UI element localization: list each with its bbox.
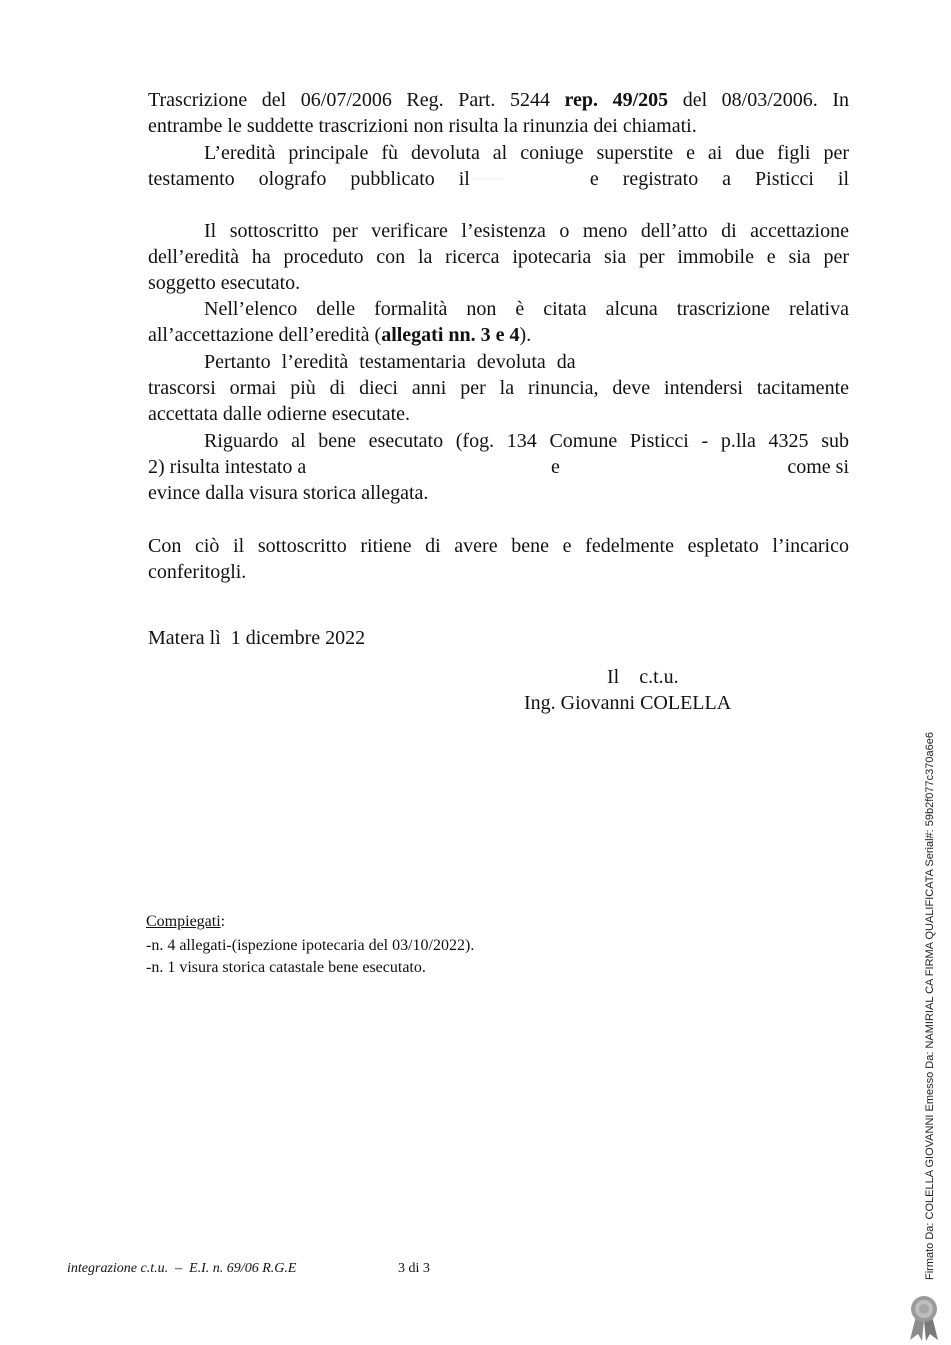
body-line: L’eredità principale fù devoluta al coniuge superstite e ai due figli per [204, 142, 849, 164]
compiegati-heading: Compiegati [146, 913, 221, 930]
body-text: testamento olografo pubblicato il [148, 168, 470, 190]
body-line [148, 454, 849, 480]
compiegati-heading-line [146, 912, 225, 932]
body-line: conferitogli. [148, 561, 247, 583]
body-line: Il sottoscritto per verificare l’esistenza o meno dell’atto di accettazione [204, 220, 849, 242]
body-text: Trascrizione del 06/07/2006 Reg. Part. 5244 [148, 89, 565, 111]
body-text: e registrato a Pisticci il [589, 168, 849, 190]
footer-doc-ref: integrazione c.t.u. – E.I. n. 69/06 R.G.E [67, 1261, 297, 1276]
body-text: come si [787, 456, 849, 478]
body-line: dell’eredità ha proceduto con la ricerca ipotecaria sia per immobile e sia per [148, 246, 849, 268]
repertorio-reference: rep. 49/205 [564, 89, 669, 111]
body-line [148, 322, 849, 348]
body-line: Nell’elenco delle formalità non è citata alcuna trascrizione relativa [204, 298, 849, 320]
body-text: ). [519, 324, 532, 346]
body-line: entrambe le suddette trascrizioni non risulta la rinunzia dei chiamati. [148, 115, 697, 137]
body-text: 2) risulta intestato a [148, 456, 307, 478]
body-line: soggetto esecutato. [148, 272, 301, 294]
body-line: Pertanto l’eredità testamentaria devoluta da [204, 351, 576, 373]
compiegati-colon: : [220, 913, 226, 930]
body-text: all’accettazione dell’eredità ( [148, 324, 382, 346]
body-line: trascorsi ormai più di dieci anni per la rinuncia, deve intendersi tacitamente [148, 377, 849, 399]
body-line [148, 87, 849, 113]
date-line: Matera lì 1 dicembre 2022 [148, 627, 366, 649]
body-line: accettata dalle odierne esecutate. [148, 403, 411, 425]
body-text: del 08/03/2006. In [668, 89, 849, 111]
footer-page-number: 3 di 3 [398, 1261, 430, 1276]
compiegati-item: -n. 4 allegati-(ispezione ipotecaria del 03/10/2022). [146, 937, 475, 954]
body-line: evince dalla visura storica allegata. [148, 482, 429, 504]
attachments-reference: allegati nn. 3 e 4 [381, 324, 520, 346]
signature-name: Ing. Giovanni COLELLA [524, 692, 732, 714]
body-line: Con ciò il sottoscritto ritiene di avere bene e fedelmente espletato l’incarico [148, 535, 849, 557]
compiegati-item: -n. 1 visura storica catastale bene esecutato. [146, 959, 426, 976]
body-text: e [551, 456, 560, 478]
body-line [148, 166, 849, 192]
rosette-seal-icon [904, 1294, 944, 1342]
redacted-date: ············· [469, 175, 505, 185]
signature-role: Il c.t.u. [607, 666, 679, 688]
body-line: Riguardo al bene esecutato (fog. 134 Comune Pisticci - p.lla 4325 sub [204, 430, 849, 452]
digital-signature-text: Firmato Da: COLELLA GIOVANNI Emesso Da: NAMIRIAL CA FIRMA QUALIFICATA Serial#: 59b2f077c370a6e6 [924, 732, 936, 1280]
